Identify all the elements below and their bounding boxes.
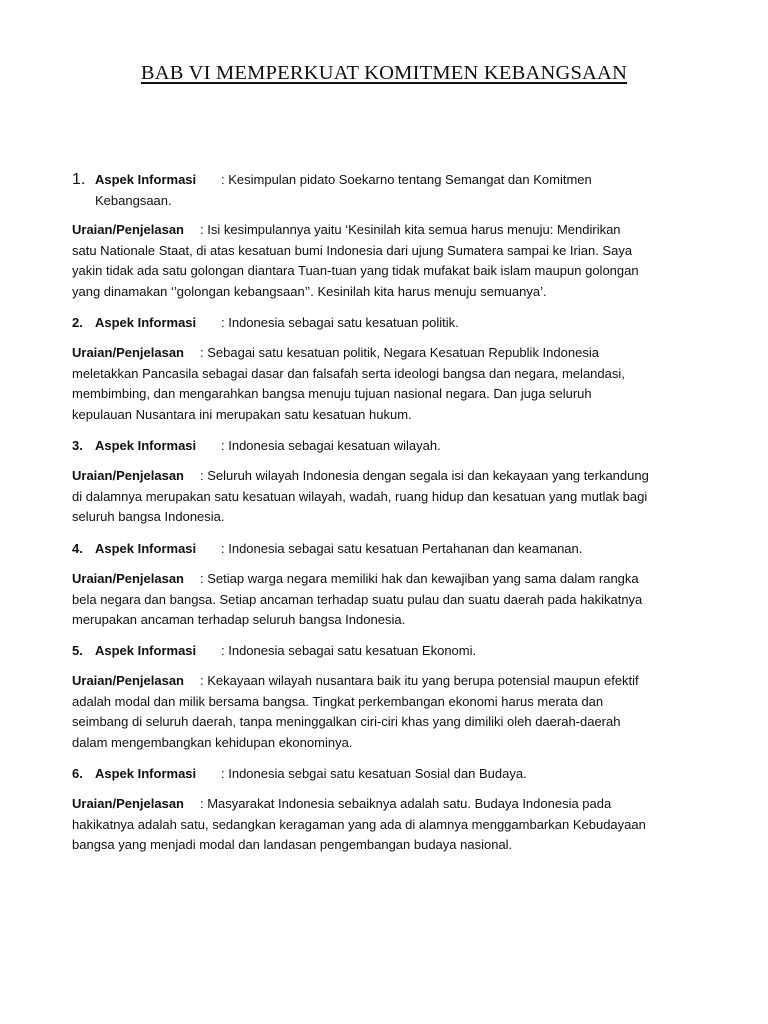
- aspek-label: Aspek Informasi: [95, 172, 197, 187]
- aspek-text: : Kesimpulan pidato Soekarno tentang Semangat dan Komitmen: [221, 172, 592, 187]
- item-number: 2.: [72, 315, 83, 330]
- uraian-text: bela negara dan bangsa. Setiap ancaman terhadap suatu pulau dan suatu daerah pada hakikatnya: [72, 591, 643, 607]
- item-number: 5.: [72, 643, 83, 658]
- uraian-penjelasan-1: [72, 220, 692, 303]
- aspek-label: Aspek Informasi: [95, 438, 197, 453]
- aspek-text-cont: Kebangsaan.: [95, 192, 172, 208]
- uraian-text: bangsa yang menjadi modal dan landasan pengembangan budaya nasional.: [72, 837, 513, 853]
- aspek-informasi-3: [72, 436, 692, 457]
- item-number: 6.: [72, 766, 83, 781]
- item-number: 1.: [72, 171, 86, 188]
- aspek-informasi-1: [72, 170, 692, 211]
- uraian-text: merupakan ancaman terhadap seluruh bangsa Indonesia.: [72, 612, 406, 628]
- aspek-label: Aspek Informasi: [95, 766, 197, 781]
- uraian-text: yang dinamakan ‘’golongan kebangsaan’’. Kesinilah kita harus menuju semuanya’.: [72, 284, 547, 300]
- uraian-penjelasan-2: [72, 343, 692, 426]
- aspek-text: : Indonesia sebagai satu kesatuan Ekonomi.: [221, 643, 477, 658]
- uraian-text: : Seluruh wilayah Indonesia dengan segala isi dan kekayaan yang terkandung: [200, 468, 649, 483]
- uraian-text: : Setiap warga negara memiliki hak dan kewajiban yang sama dalam rangka: [200, 571, 639, 586]
- aspek-label: Aspek Informasi: [95, 315, 197, 330]
- uraian-text: satu Nationale Staat, di atas kesatuan bumi Indonesia dari ujung Sumatera sampai ke Irian. Saya: [72, 242, 633, 258]
- uraian-text: dalam mengembangkan kehidupan ekonominya.: [72, 735, 353, 751]
- uraian-text: di dalamnya merupakan satu kesatuan wilayah, wadah, ruang hidup dan kesatuan yang mutlak bagi: [72, 488, 648, 504]
- uraian-text: seluruh bangsa Indonesia.: [72, 509, 225, 525]
- uraian-penjelasan-3: [72, 466, 692, 528]
- uraian-text: kepulauan Nusantara ini merupakan satu kesatuan hukum.: [72, 407, 412, 423]
- uraian-label: Uraian/Penjelasan: [72, 222, 184, 237]
- aspek-text: : Indonesia sebagai satu kesatuan politik.: [221, 315, 459, 330]
- uraian-text: : Sebagai satu kesatuan politik, Negara Kesatuan Republik Indonesia: [200, 345, 599, 360]
- uraian-text: : Isi kesimpulannya yaitu ‘Kesinilah kita semua harus menuju: Mendirikan: [200, 222, 621, 237]
- item-number: 3.: [72, 438, 83, 453]
- uraian-text: adalah modal dan milik bersama bangsa. Tingkat perkembangan ekonomi harus merata dan: [72, 693, 604, 709]
- uraian-label: Uraian/Penjelasan: [72, 571, 184, 586]
- page-title: BAB VI MEMPERKUAT KOMITMEN KEBANGSAAN: [140, 62, 628, 84]
- uraian-text: : Masyarakat Indonesia sebaiknya adalah satu. Budaya Indonesia pada: [200, 796, 612, 811]
- aspek-informasi-6: [72, 764, 692, 785]
- aspek-text: : Indonesia sebagai satu kesatuan Pertahanan dan keamanan.: [221, 541, 583, 556]
- item-number: 4.: [72, 541, 83, 556]
- aspek-informasi-5: [72, 641, 692, 662]
- aspek-label: Aspek Informasi: [95, 541, 197, 556]
- aspek-informasi-4: [72, 539, 692, 560]
- aspek-text: : Indonesia sebagai kesatuan wilayah.: [221, 438, 441, 453]
- uraian-penjelasan-5: [72, 671, 692, 754]
- uraian-label: Uraian/Penjelasan: [72, 345, 184, 360]
- uraian-text: hakikatnya adalah satu, sedangkan keragaman yang ada di alamnya menggambarkan Kebudayaan: [72, 816, 646, 832]
- aspek-text: : Indonesia sebgai satu kesatuan Sosial dan Budaya.: [221, 766, 527, 781]
- uraian-text: : Kekayaan wilayah nusantara baik itu yang berupa potensial maupun efektif: [200, 673, 639, 688]
- uraian-text: meletakkan Pancasila sebagai dasar dan falsafah serta ideologi bangsa dan negara, melandasi,: [72, 365, 625, 381]
- uraian-text: seimbang di seluruh daerah, tanpa meninggalkan ciri-ciri khas yang dimiliki oleh daerah-daerah: [72, 714, 621, 730]
- uraian-label: Uraian/Penjelasan: [72, 796, 184, 811]
- uraian-penjelasan-4: [72, 569, 692, 631]
- aspek-informasi-2: [72, 313, 692, 334]
- uraian-penjelasan-6: [72, 794, 692, 856]
- uraian-text: yakin tidak ada satu golongan diantara Tuan-tuan yang tidak mufakat baik islam maupun golongan: [72, 263, 639, 279]
- uraian-label: Uraian/Penjelasan: [72, 673, 184, 688]
- uraian-text: membimbing, dan mengarahkan bangsa menuju tujuan nasional negara. Dan juga seluruh: [72, 386, 592, 402]
- aspek-label: Aspek Informasi: [95, 643, 197, 658]
- uraian-label: Uraian/Penjelasan: [72, 468, 184, 483]
